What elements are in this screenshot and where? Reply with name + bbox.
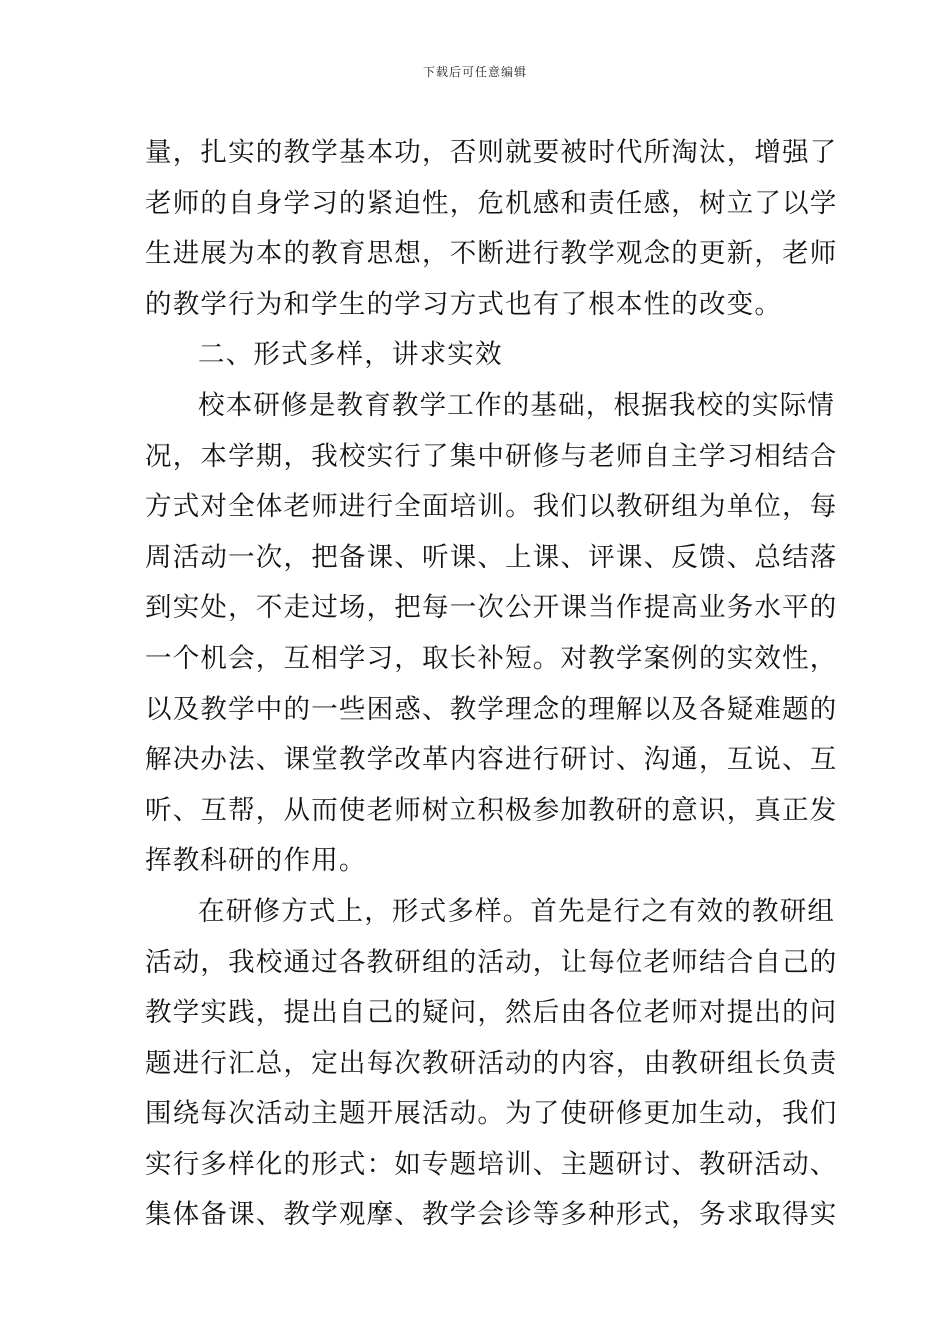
- text-line: 到实处，不走过场，把每一次公开课当作提高业务水平的: [145, 592, 838, 624]
- paragraph-first-line: 在研修方式上，形式多样。首先是行之有效的教研组: [198, 895, 836, 927]
- text-line: 教学实践，提出自己的疑问，然后由各位老师对提出的问: [145, 997, 838, 1029]
- text-line: 听、互帮，从而使老师树立积极参加教研的意识，真正发: [145, 794, 838, 826]
- text-line: 方式对全体老师进行全面培训。我们以教研组为单位，每: [145, 491, 838, 523]
- text-line: 围绕每次活动主题开展活动。为了使研修更加生动，我们: [145, 1098, 838, 1130]
- text-line: 挥教科研的作用。: [145, 845, 367, 877]
- section-heading: 二、形式多样，讲求实效: [198, 339, 503, 371]
- text-line: 的教学行为和学生的学习方式也有了根本性的改变。: [145, 288, 783, 320]
- text-line: 况，本学期，我校实行了集中研修与老师自主学习相结合: [145, 440, 838, 472]
- document-body: [145, 128, 838, 1241]
- text-line: 集体备课、教学观摩、教学会诊等多种形式，务求取得实: [145, 1199, 838, 1231]
- text-line: 活动，我校通过各教研组的活动，让每位老师结合自己的: [145, 946, 838, 978]
- text-line: 量，扎实的教学基本功，否则就要被时代所淘汰，增强了: [145, 137, 838, 168]
- text-line: 解决办法、课堂教学改革内容进行研讨、沟通，互说、互: [145, 744, 838, 776]
- text-line: 老师的自身学习的紧迫性，危机感和责任感，树立了以学: [145, 187, 838, 219]
- text-line: 以及教学中的一些困惑、教学理念的理解以及各疑难题的: [145, 693, 838, 725]
- page-header-note: 下载后可任意编辑: [422, 65, 527, 79]
- text-line: 生进展为本的教育思想，不断进行教学观念的更新，老师: [145, 238, 838, 270]
- paragraph-first-line: 校本研修是教育教学工作的基础，根据我校的实际情: [198, 389, 836, 421]
- text-line: 周活动一次，把备课、听课、上课、评课、反馈、总结落: [145, 541, 838, 573]
- text-line: 一个机会，互相学习，取长补短。对教学案例的实效性，: [145, 642, 838, 674]
- text-line: 实行多样化的形式：如专题培训、主题研讨、教研活动、: [145, 1148, 838, 1180]
- text-line: 题进行汇总，定出每次教研活动的内容，由教研组长负责: [145, 1047, 838, 1079]
